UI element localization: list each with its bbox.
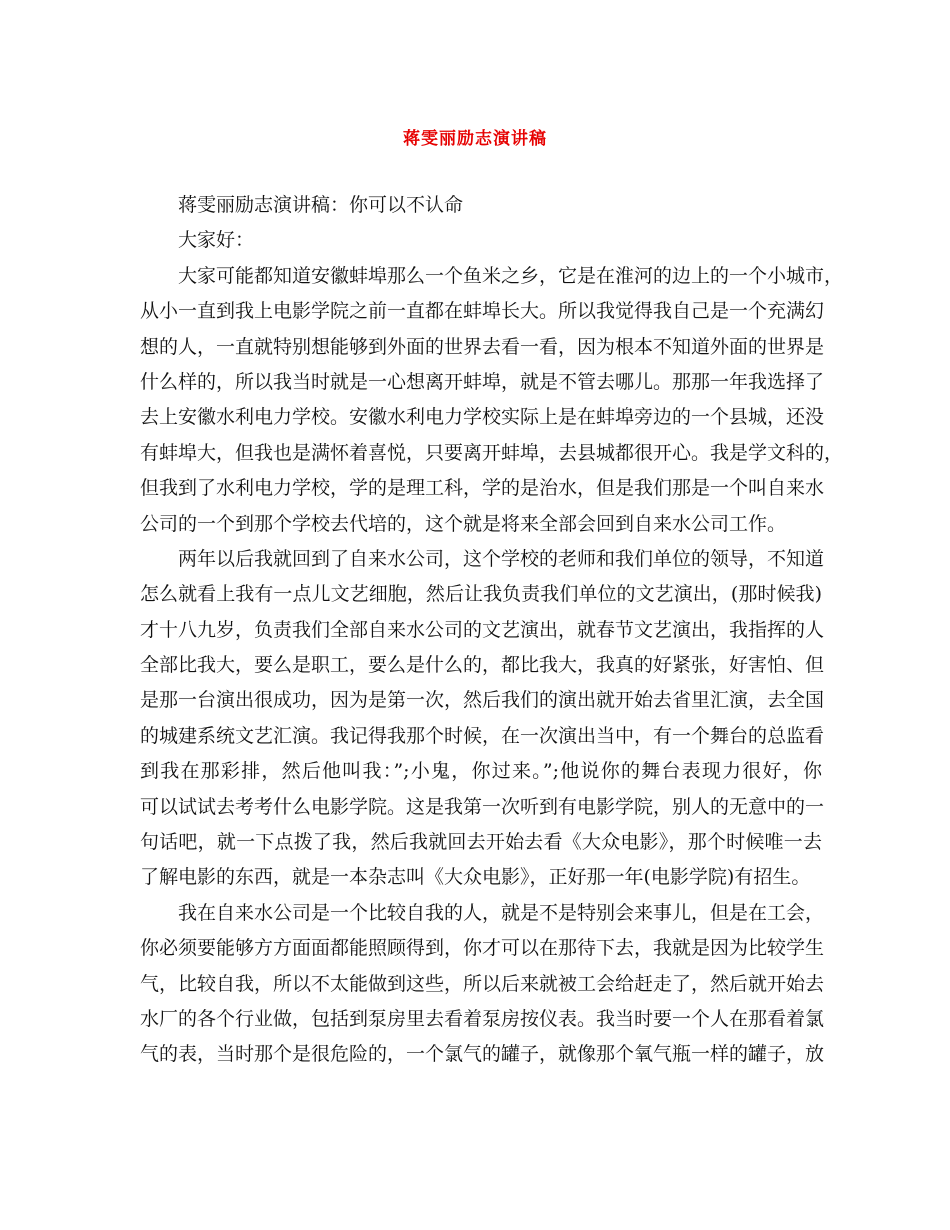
text-line: 是那一台演出很成功，因为是第一次，然后我们的演出就开始去省里汇演，去全国 xyxy=(140,689,825,712)
document-body xyxy=(140,188,844,1073)
text-line: 你必须要能够方方面面都能照顾得到，你才可以在那待下去，我就是因为比较学生 xyxy=(140,937,825,960)
text-line: 蒋雯丽励志演讲稿：你可以不认命 xyxy=(178,194,464,216)
text-line: 气的表，当时那个是很危险的，一个氯气的罐子，就像那个氧气瓶一样的罐子，放 xyxy=(140,1043,825,1066)
text-line: 但我到了水利电力学校，学的是理工科，学的是治水，但是我们那是一个叫自来水 xyxy=(140,477,825,500)
text-line: 可以试试去考考什么电影学院。这是我第一次听到有电影学院，别人的无意中的一 xyxy=(140,795,825,818)
document-title: 蒋雯丽励志演讲稿 xyxy=(403,129,547,149)
text-line: 了解电影的东西，就是一本杂志叫《大众电影》，正好那一年(电影学院)有招生。 xyxy=(140,866,811,889)
text-line: 到我在那彩排，然后他叫我：”;小鬼，你过来。”;他说你的舞台表现力很好，你 xyxy=(140,760,822,783)
text-line: 有蚌埠大，但我也是满怀着喜悦，只要离开蚌埠，去县城都很开心。我是学文科的， xyxy=(140,441,844,464)
text-line: 大家好： xyxy=(178,229,255,252)
text-line: 两年以后我就回到了自来水公司，这个学校的老师和我们单位的领导，不知道 xyxy=(178,547,825,570)
text-line: 才十八九岁，负责我们全部自来水公司的文艺演出，就春节文艺演出，我指挥的人 xyxy=(140,618,825,641)
text-line: 大家可能都知道安徽蚌埠那么一个鱼米之乡，它是在淮河的边上的一个小城市， xyxy=(178,264,844,287)
text-line: 怎么就看上我有一点儿文艺细胞，然后让我负责我们单位的文艺演出，(那时候我) xyxy=(140,583,822,606)
text-line: 去上安徽水利电力学校。安徽水利电力学校实际上是在蚌埠旁边的一个县城，还没 xyxy=(140,406,825,429)
text-line: 什么样的，所以我当时就是一心想离开蚌埠，就是不管去哪儿。那那一年我选择了 xyxy=(140,370,825,393)
text-line: 公司的一个到那个学校去代培的，这个就是将来全部会回到自来水公司工作。 xyxy=(140,512,787,535)
text-line: 句话吧，就一下点拨了我，然后我就回去开始去看《大众电影》，那个时候唯一去 xyxy=(140,831,822,854)
text-line: 水厂的各个行业做，包括到泵房里去看着泵房按仪表。我当时要一个人在那看着氯 xyxy=(140,1007,825,1030)
text-line: 从小一直到我上电影学院之前一直都在蚌埠长大。所以我觉得我自己是一个充满幻 xyxy=(140,300,825,323)
text-line: 想的人，一直就特别想能够到外面的世界去看一看，因为根本不知道外面的世界是 xyxy=(140,335,825,358)
text-line: 的城建系统文艺汇演。我记得我那个时候，在一次演出当中，有一个舞台的总监看 xyxy=(140,724,825,747)
text-line: 气，比较自我，所以不太能做到这些，所以后来就被工会给赶走了，然后就开始去 xyxy=(140,972,825,995)
text-line: 全部比我大，要么是职工，要么是什么的，都比我大，我真的好紧张，好害怕、但 xyxy=(140,654,825,677)
text-line: 我在自来水公司是一个比较自我的人，就是不是特别会来事儿，但是在工会， xyxy=(178,901,825,924)
